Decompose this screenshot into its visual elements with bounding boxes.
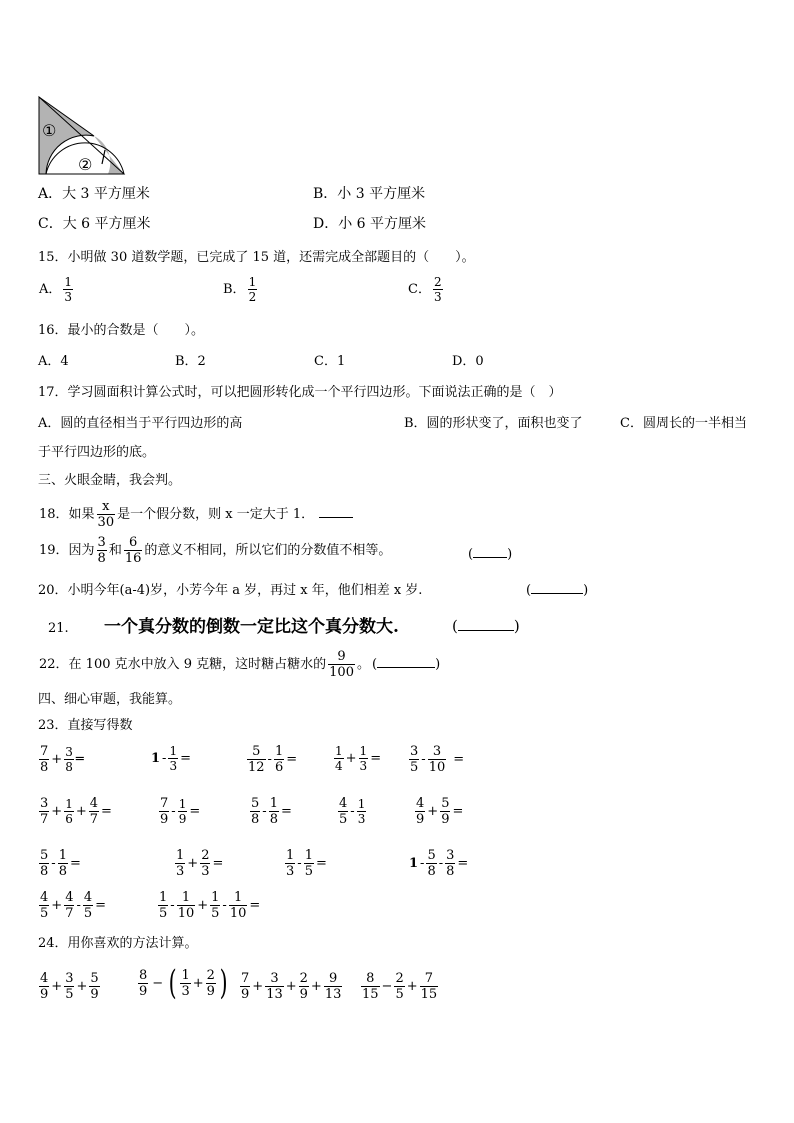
q14-option-d[interactable]: D．小 6 平方厘米	[313, 216, 427, 232]
q23-expr-6[interactable]: $\frac{3}{7}$ + $\frac{1}{6}$ + $\frac{4}{7}$ =	[40, 796, 112, 827]
q14-option-a[interactable]: A．大 3 平方厘米	[38, 186, 150, 202]
q23-expr-3[interactable]: $\frac{5}{12}$ - $\frac{1}{6}$ =	[248, 744, 298, 775]
q14-option-c[interactable]: C．大 6 平方厘米	[38, 216, 151, 232]
q15-option-c[interactable]: C． $\frac{2}{3}$	[408, 275, 442, 304]
q17-option-c[interactable]: C．圆周长的一半相当	[620, 416, 747, 431]
q23-expr-7[interactable]: $\frac{7}{9}$ - $\frac{1}{9}$ =	[160, 796, 201, 827]
section-4-heading: 四、细心审题，我能算。	[38, 692, 182, 707]
q23-expr-4[interactable]: $\frac{1}{4}$ + $\frac{1}{3}$ =	[335, 744, 382, 773]
q24-expr-3[interactable]: $\frac{7}{9}$ + $\frac{3}{13}$ + $\frac{2}{9}$ + $\frac{9}{13}$	[241, 971, 342, 1002]
q24-expr-1[interactable]: $\frac{4}{9}$ + $\frac{3}{5}$ + $\frac{5}{9}$	[40, 971, 99, 1002]
q23-expr-10[interactable]: $\frac{4}{9}$ + $\frac{5}{9}$ =	[416, 796, 464, 827]
q21-answer[interactable]: ( )	[452, 617, 520, 635]
q19-answer[interactable]: ( )	[468, 547, 513, 562]
q17-option-a[interactable]: A．圆的直径相当于平行四边形的高	[38, 416, 243, 431]
q24-title: 24．用你喜欢的方法计算。	[38, 936, 198, 951]
q16-option-b[interactable]: B．2	[175, 354, 206, 369]
q17-option-b[interactable]: B．圆的形状变了，面积也变了	[404, 416, 583, 431]
q23-expr-12[interactable]: $\frac{1}{3}$ + $\frac{2}{3}$ =	[176, 848, 224, 879]
geometry-figure	[36, 94, 128, 176]
q23-expr-11[interactable]: $\frac{5}{8}$ - $\frac{1}{8}$ =	[40, 848, 81, 879]
q17-option-c-cont: 于平行四边形的底。	[38, 445, 156, 460]
q16-question: 16．最小的合数是（ ）。	[38, 323, 205, 338]
q23-expr-14[interactable]: 1 - $\frac{5}{8}$ - $\frac{3}{8}$ =	[409, 848, 469, 879]
q24-expr-2[interactable]: $\frac{8}{9}$ − ( $\frac{1}{3}$ + $\frac{2}{9}$ )	[139, 963, 228, 1003]
q14-option-b[interactable]: B．小 3 平方厘米	[313, 186, 426, 202]
q18-answer-blank[interactable]	[319, 516, 353, 518]
q15-question: 15．小明做 30 道数学题，已完成了 15 道，还需完成全部题目的（ ）。	[38, 250, 475, 265]
q23-expr-13[interactable]: $\frac{1}{3}$ - $\frac{1}{5}$ =	[286, 848, 327, 879]
q23-expr-9[interactable]: $\frac{4}{5}$ - $\frac{1}{3}$	[339, 796, 366, 827]
q20-answer[interactable]: ( )	[526, 583, 589, 598]
q23-expr-15[interactable]: $\frac{4}{5}$ + $\frac{4}{7}$ - $\frac{4}{5}$ =	[40, 890, 107, 921]
q21-question: 一个真分数的倒数一定比这个真分数大.	[104, 617, 399, 637]
q23-expr-16[interactable]: $\frac{1}{5}$ - $\frac{1}{10}$ + $\frac{1}{5}$ - $\frac{1}{10}$ =	[159, 890, 261, 921]
figure-semicircle-shaded	[94, 136, 124, 174]
q21-number: 21.	[48, 621, 69, 636]
q15-option-b[interactable]: B． $\frac{1}{2}$	[223, 275, 257, 304]
q15-option-a[interactable]: A． $\frac{1}{3}$	[39, 275, 73, 304]
q18-question: 18．如果 $\frac{x}{30}$ 是一个假分数，则 x 一定大于 1．	[38, 500, 353, 529]
q16-option-c[interactable]: C．1	[314, 354, 346, 369]
q22-answer[interactable]: ( )	[372, 657, 441, 672]
q19-question: 19．因为 $\frac{3}{8}$ 和 $\frac{6}{16}$ 的意义不相同，所以它们的分数值不相等。	[39, 535, 392, 566]
q22-question: 22．在 100 克水中放入 9 克糖，这时糖占糖水的 $\frac{9}{100}$ 。 ( )	[39, 649, 441, 680]
q24-expr-4[interactable]: $\frac{8}{15}$ − $\frac{2}{5}$ + $\frac{7}{15}$	[362, 971, 438, 1002]
q20-question: 20．小明今年(a-4)岁，小芳今年 a 岁，再过 x 年，他们相差 x 岁.	[38, 583, 423, 598]
q23-expr-8[interactable]: $\frac{5}{8}$ - $\frac{1}{8}$ =	[251, 796, 292, 827]
q23-title: 23．直接写得数	[38, 718, 133, 733]
figure-label-1: ①	[42, 121, 57, 140]
q23-expr-2[interactable]: 1 - $\frac{1}{3}$ =	[151, 744, 191, 773]
figure-label-2: ②	[78, 155, 93, 174]
q17-question: 17．学习圆面积计算公式时，可以把圆形转化成一个平行四边形。下面说法正确的是（ ）	[38, 385, 562, 400]
section-3-heading: 三、火眼金睛，我会判。	[38, 473, 182, 488]
q23-expr-1[interactable]: $\frac{7}{8}$ + $\frac{3}{8}$ ═	[40, 744, 84, 775]
q23-expr-5[interactable]: $\frac{3}{5}$ - $\frac{3}{10}$ =	[410, 744, 465, 775]
q16-option-d[interactable]: D．0	[452, 354, 484, 369]
q16-option-a[interactable]: A．4	[38, 354, 69, 369]
